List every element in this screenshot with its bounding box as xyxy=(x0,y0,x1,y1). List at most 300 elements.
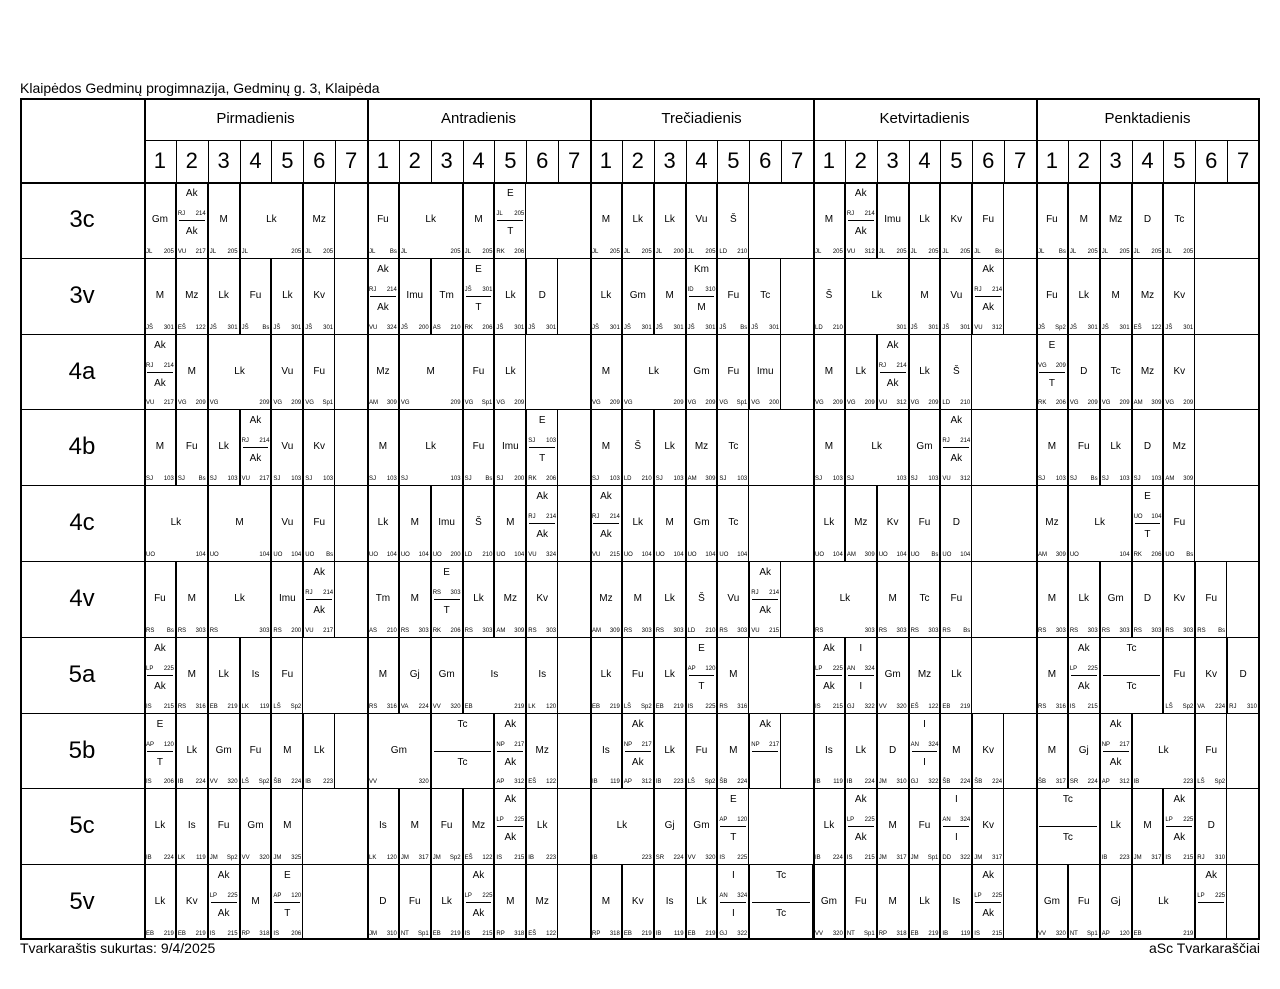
teacher-code: RJ xyxy=(974,286,982,293)
lesson-subject: E xyxy=(156,718,164,730)
lesson-meta xyxy=(972,779,1004,787)
room-code: 215 xyxy=(1087,703,1098,710)
lesson-meta xyxy=(431,931,463,939)
lesson-subject: M xyxy=(633,592,642,604)
grid-line xyxy=(748,637,749,713)
room-code: 206 xyxy=(1151,552,1162,558)
lesson-meta xyxy=(813,855,845,863)
room-code: 103 xyxy=(609,476,620,483)
grid-line xyxy=(144,140,1260,141)
lesson-meta xyxy=(463,855,495,863)
room-code: 322 xyxy=(960,855,971,862)
lesson-subject: Vu xyxy=(950,289,963,301)
teacher-code: UO xyxy=(432,552,442,558)
lesson-subject: M xyxy=(378,668,388,680)
lesson-meta xyxy=(622,325,654,333)
room-code: 214 xyxy=(546,514,557,521)
lesson-meta xyxy=(909,855,941,863)
room-code: 205 xyxy=(641,248,652,255)
room-code: 301 xyxy=(960,324,971,331)
lesson-subject: Mz xyxy=(599,592,613,604)
room-code: 205 xyxy=(450,248,461,255)
lesson-subject: Fu xyxy=(472,441,485,453)
lesson-subject: M xyxy=(888,896,897,908)
grid-line xyxy=(1258,98,1260,940)
lesson-meta xyxy=(1195,855,1227,863)
room-code: 324 xyxy=(546,552,557,558)
lesson-subject: Fu xyxy=(1077,896,1090,908)
period-header: 2 xyxy=(408,148,421,173)
lesson-meta xyxy=(526,325,558,333)
lesson-subject: Lk xyxy=(919,365,930,377)
lesson-meta xyxy=(208,552,272,560)
teacher-code: RJ xyxy=(305,589,313,596)
teacher-code: AP xyxy=(1101,931,1110,937)
lesson-meta xyxy=(271,855,303,863)
lesson-meta xyxy=(208,249,240,257)
teacher-code: VG xyxy=(496,400,506,407)
lesson-meta xyxy=(749,779,781,787)
lesson-meta xyxy=(144,855,176,863)
room-code: 224 xyxy=(1215,703,1226,710)
room-code: 309 xyxy=(1183,476,1194,483)
teacher-code: JL xyxy=(1101,248,1109,255)
lesson-meta xyxy=(208,893,240,901)
lesson-subject: Tc xyxy=(760,289,771,301)
lesson-subject: M xyxy=(729,668,738,680)
lesson-meta xyxy=(526,855,558,863)
lesson-meta xyxy=(717,817,749,825)
teacher-code: NP xyxy=(751,741,760,748)
room-code: 214 xyxy=(386,286,397,293)
lesson-meta xyxy=(877,628,909,636)
teacher-code: UO xyxy=(910,552,920,558)
room-code: 119 xyxy=(259,703,270,710)
lesson-meta xyxy=(240,855,272,863)
period-header: 5 xyxy=(1173,148,1186,173)
lesson-meta xyxy=(622,779,654,787)
room-code: 219 xyxy=(1183,931,1194,937)
teacher-code: JM xyxy=(273,855,282,862)
teacher-code: RK xyxy=(528,476,537,483)
room-code: 209 xyxy=(1119,400,1130,407)
lesson-subject: D xyxy=(1239,668,1247,680)
room-code: Sp1 xyxy=(927,855,939,862)
lesson-meta xyxy=(367,855,399,863)
lesson-meta xyxy=(494,628,526,636)
lesson-subject: Ak xyxy=(631,756,644,768)
lesson-subject: M xyxy=(1047,441,1057,453)
lesson-meta xyxy=(1068,779,1100,787)
teacher-code: RJ xyxy=(751,589,759,596)
teacher-code: JL xyxy=(687,248,694,255)
teacher-code: JŠ xyxy=(464,286,472,293)
room-code: 309 xyxy=(514,627,525,634)
room-code: 209 xyxy=(673,400,684,407)
teacher-code: RS xyxy=(400,627,410,634)
room-code: 225 xyxy=(514,817,525,824)
teacher-code: VV xyxy=(369,779,378,786)
room-code: 206 xyxy=(514,248,525,255)
lesson-subject: Fu xyxy=(854,896,867,908)
period-header: 6 xyxy=(536,148,549,173)
lesson-subject: Gj xyxy=(1110,896,1121,908)
lesson-meta xyxy=(1036,249,1068,257)
lesson-meta xyxy=(749,628,781,636)
teacher-code: JŠ xyxy=(910,324,918,331)
room-code: 214 xyxy=(896,362,907,369)
lesson-subject: Fu xyxy=(1205,592,1218,604)
teacher-code: LP xyxy=(1165,817,1173,824)
lesson-subject: Ak xyxy=(982,870,995,882)
lesson-subject: M xyxy=(378,441,388,453)
period-header: 4 xyxy=(918,148,931,173)
lesson-meta xyxy=(622,476,654,484)
lesson-subject: Ak xyxy=(1109,756,1122,768)
room-code: 309 xyxy=(609,627,620,634)
period-header: 7 xyxy=(1013,148,1027,173)
lesson-subject: Lk xyxy=(218,441,229,453)
teacher-code: AP xyxy=(719,817,728,824)
teacher-code: RJ xyxy=(942,438,950,445)
room-code: 317 xyxy=(1151,855,1162,862)
lesson-meta xyxy=(176,400,208,408)
lesson-subject: Vu xyxy=(695,213,708,225)
lesson-subject: Lk xyxy=(1078,289,1090,301)
grid-line xyxy=(971,334,972,410)
room-code: 312 xyxy=(1119,779,1130,786)
room-code: 318 xyxy=(896,931,907,937)
teacher-code: SJ xyxy=(496,476,504,483)
lesson-meta xyxy=(1100,400,1132,408)
lesson-subject: Lk xyxy=(839,592,851,604)
teacher-code: JL xyxy=(878,248,886,255)
lesson-meta xyxy=(240,931,272,939)
lesson-subject: Lk xyxy=(855,365,867,377)
room-code: 214 xyxy=(163,362,174,369)
lesson-subject: Ak xyxy=(886,377,899,389)
teacher-code: RS xyxy=(623,627,633,634)
room-code: 104 xyxy=(1151,514,1162,521)
lesson-meta xyxy=(303,325,335,333)
teacher-code: RJ xyxy=(177,210,186,217)
lesson-subject: Gm xyxy=(390,744,407,756)
lesson-subject: M xyxy=(824,213,834,225)
lesson-meta xyxy=(654,855,686,863)
lesson-subject: Lk xyxy=(282,289,293,301)
grid-line xyxy=(752,902,810,903)
teacher-code: ŠB xyxy=(273,779,282,786)
grid-line xyxy=(334,485,335,561)
teacher-code: RS xyxy=(209,627,219,634)
lesson-meta xyxy=(463,893,495,901)
room-code: 215 xyxy=(769,627,780,634)
lesson-subject: Ak xyxy=(823,680,835,692)
lesson-subject: Fu xyxy=(281,668,294,680)
room-code: 223 xyxy=(1119,855,1130,862)
room-code: 103 xyxy=(832,476,843,483)
room-code: Bs xyxy=(326,552,334,558)
teacher-code: AM xyxy=(846,552,856,558)
teacher-code: VU xyxy=(592,552,601,558)
teacher-code: LK xyxy=(177,855,186,862)
lesson-subject: T xyxy=(539,453,546,465)
teacher-code: LP xyxy=(146,665,154,672)
lesson-meta xyxy=(845,325,909,333)
lesson-subject: T xyxy=(156,756,163,768)
room-code: 225 xyxy=(482,893,493,900)
lesson-subject: Ak xyxy=(249,415,262,427)
lesson-subject: M xyxy=(824,365,834,377)
lesson-subject: Lk xyxy=(186,744,198,756)
teacher-code: VG xyxy=(305,400,314,407)
teacher-code: RJ xyxy=(846,210,855,217)
room-code: 223 xyxy=(546,855,557,862)
teacher-code: SJ xyxy=(400,476,408,483)
teacher-code: EB xyxy=(1133,931,1142,937)
room-code: Bs xyxy=(389,248,397,255)
room-code: 205 xyxy=(514,210,525,217)
teacher-code: RJ xyxy=(878,362,887,369)
room-code: 224 xyxy=(992,779,1003,786)
teacher-code: IS xyxy=(815,703,821,710)
teacher-code: VG xyxy=(1101,400,1111,407)
lesson-subject: T xyxy=(443,604,450,616)
lesson-subject: Fu xyxy=(154,592,166,604)
lesson-meta xyxy=(494,249,526,257)
teacher-code: IS xyxy=(209,931,216,937)
lesson-meta xyxy=(717,855,749,863)
lesson-meta xyxy=(208,704,240,712)
teacher-code: EB xyxy=(592,703,601,710)
teacher-code: GJ xyxy=(910,779,919,786)
room-code: 224 xyxy=(291,779,302,786)
room-code: 324 xyxy=(864,665,875,672)
lesson-subject: Kv xyxy=(313,441,326,453)
lesson-subject: M xyxy=(155,289,165,301)
lesson-subject: Lk xyxy=(154,820,166,832)
room-code: 301 xyxy=(163,324,174,331)
lesson-subject: E xyxy=(507,188,514,199)
grid-line xyxy=(780,713,781,789)
lesson-subject: Fu xyxy=(695,744,708,756)
teacher-code: VG xyxy=(1038,362,1047,369)
room-code: 206 xyxy=(163,779,174,786)
lesson-meta xyxy=(877,363,909,371)
lesson-subject: M xyxy=(601,213,611,225)
lesson-subject: Fu xyxy=(1046,213,1058,225)
teacher-code: JM xyxy=(910,855,919,862)
lesson-meta xyxy=(208,476,240,484)
room-code: 119 xyxy=(196,855,206,862)
lesson-meta xyxy=(654,249,686,257)
lesson-meta xyxy=(749,590,781,598)
lesson-subject: Gm xyxy=(884,668,901,680)
room-code: 104 xyxy=(386,552,397,558)
room-code: 103 xyxy=(673,476,684,483)
lesson-subject: Is xyxy=(952,896,961,908)
lesson-subject: Lk xyxy=(505,365,516,377)
room-code: 215 xyxy=(482,931,493,937)
room-code: 301 xyxy=(896,324,907,331)
room-code: 210 xyxy=(482,552,493,558)
lesson-meta xyxy=(494,817,526,825)
lesson-meta xyxy=(590,476,622,484)
teacher-code: VU xyxy=(146,400,155,407)
created-date: Tvarkaraštis sukurtas: 9/4/2025 xyxy=(20,940,216,956)
lesson-subject: Imu xyxy=(279,592,296,604)
room-code: 301 xyxy=(705,324,716,331)
room-code: 205 xyxy=(163,248,174,255)
grid-line xyxy=(1226,561,1227,637)
teacher-code: RS xyxy=(177,627,187,634)
lesson-subject: E xyxy=(443,567,450,578)
teacher-code: AM xyxy=(1165,476,1175,483)
room-code: 122 xyxy=(546,779,557,786)
lesson-meta xyxy=(1132,779,1196,787)
lesson-meta xyxy=(940,704,972,712)
lesson-meta xyxy=(654,931,686,939)
grid-line xyxy=(497,826,523,827)
school-header: Klaipėdos Gedminų progimnazija, Gedminų g. 3, Klaipėda xyxy=(20,80,380,96)
lesson-subject: M xyxy=(506,517,515,529)
grid-line xyxy=(1194,409,1195,485)
lesson-meta xyxy=(717,628,749,636)
lesson-subject: Is xyxy=(665,896,674,908)
room-code: 215 xyxy=(609,552,620,558)
lesson-meta xyxy=(271,325,303,333)
grid-line xyxy=(1258,637,1259,713)
lesson-subject: Lk xyxy=(951,668,962,680)
lesson-meta xyxy=(303,476,335,484)
lesson-meta xyxy=(813,325,845,333)
room-code: 217 xyxy=(641,741,652,748)
lesson-meta xyxy=(176,476,208,484)
teacher-code: VG xyxy=(400,400,410,407)
room-code: 219 xyxy=(928,931,939,937)
lesson-subject: I xyxy=(923,756,926,768)
lesson-meta xyxy=(686,249,718,257)
teacher-code: UO xyxy=(209,552,219,558)
lesson-meta xyxy=(717,476,749,484)
room-code: 210 xyxy=(737,248,748,255)
lesson-meta xyxy=(494,476,526,484)
teacher-code: LK xyxy=(528,703,536,710)
teacher-code: VU xyxy=(177,248,187,255)
grid-line xyxy=(302,637,303,713)
lesson-subject: Gm xyxy=(247,820,264,832)
room-code: 210 xyxy=(386,627,397,634)
lesson-subject: Fu xyxy=(185,441,198,453)
room-code: 214 xyxy=(259,438,270,445)
grid-line xyxy=(1198,902,1224,903)
grid-line xyxy=(912,751,938,752)
lesson-subject: I xyxy=(954,832,958,844)
class-label: 4b xyxy=(68,433,96,461)
teacher-code: IB xyxy=(815,779,821,786)
grid-line xyxy=(752,599,778,600)
lesson-meta xyxy=(590,704,622,712)
lesson-meta xyxy=(845,704,877,712)
room-code: 205 xyxy=(896,248,907,255)
lesson-subject: Is xyxy=(825,744,833,756)
lesson-subject: Fu xyxy=(727,289,740,301)
lesson-subject: Fu xyxy=(727,365,740,377)
room-code: 103 xyxy=(163,476,174,483)
grid-line xyxy=(848,826,874,827)
lesson-subject: Kv xyxy=(1173,365,1186,377)
teacher-code: SJ xyxy=(305,476,313,483)
lesson-meta xyxy=(845,552,877,560)
room-code: 223 xyxy=(673,779,684,786)
room-code: 104 xyxy=(673,552,684,558)
lesson-meta xyxy=(176,704,208,712)
lesson-subject: Lk xyxy=(234,365,245,377)
lesson-meta xyxy=(240,476,272,484)
teacher-code: VG xyxy=(751,400,760,407)
lesson-meta xyxy=(1132,476,1164,484)
room-code: 225 xyxy=(227,893,238,900)
lesson-meta xyxy=(367,287,399,295)
lesson-meta xyxy=(813,400,845,408)
lesson-meta xyxy=(845,666,877,674)
lesson-meta xyxy=(494,211,526,219)
room-code: 214 xyxy=(960,438,971,445)
period-header: 1 xyxy=(599,148,613,173)
period-header: 3 xyxy=(1109,148,1122,173)
period-header: 4 xyxy=(472,148,485,173)
room-code: 120 xyxy=(291,893,302,900)
teacher-code: JŠ xyxy=(1101,324,1109,331)
room-code: 103 xyxy=(291,476,302,483)
room-code: 322 xyxy=(737,931,748,937)
lesson-subject: D xyxy=(952,517,960,529)
teacher-code: VU xyxy=(878,400,888,407)
room-code: 209 xyxy=(450,400,461,407)
teacher-code: LD xyxy=(942,400,951,407)
lesson-meta xyxy=(845,779,877,787)
teacher-code: SR xyxy=(1069,779,1079,786)
room-code: 103 xyxy=(896,476,907,483)
teacher-code: RJ xyxy=(1229,703,1237,710)
room-code: 104 xyxy=(195,552,206,558)
lesson-subject: Mz xyxy=(1172,441,1187,453)
lesson-subject: Ak xyxy=(377,301,389,313)
period-header: 7 xyxy=(344,148,358,173)
room-code: 104 xyxy=(418,552,429,558)
lesson-meta xyxy=(144,704,176,712)
day-header: Trečiadienis xyxy=(661,110,742,127)
lesson-meta xyxy=(271,779,303,787)
lesson-meta xyxy=(1132,514,1164,522)
room-code: 200 xyxy=(514,476,525,483)
lesson-subject: Lk xyxy=(266,213,277,225)
room-code: 310 xyxy=(1215,855,1226,862)
room-code: 316 xyxy=(195,703,206,710)
period-header: 7 xyxy=(1236,148,1250,173)
room-code: 104 xyxy=(641,552,652,558)
teacher-code: UO xyxy=(305,552,315,558)
lesson-meta xyxy=(1036,628,1068,636)
class-label: 5b xyxy=(68,736,96,764)
lesson-subject: M xyxy=(697,301,706,313)
period-header: 1 xyxy=(376,148,390,173)
teacher-code: RK xyxy=(496,248,505,255)
lesson-subject: Lk xyxy=(632,213,644,225)
teacher-code: VG xyxy=(910,400,920,407)
grid-line xyxy=(1226,864,1227,940)
teacher-code: IB xyxy=(1133,779,1140,786)
